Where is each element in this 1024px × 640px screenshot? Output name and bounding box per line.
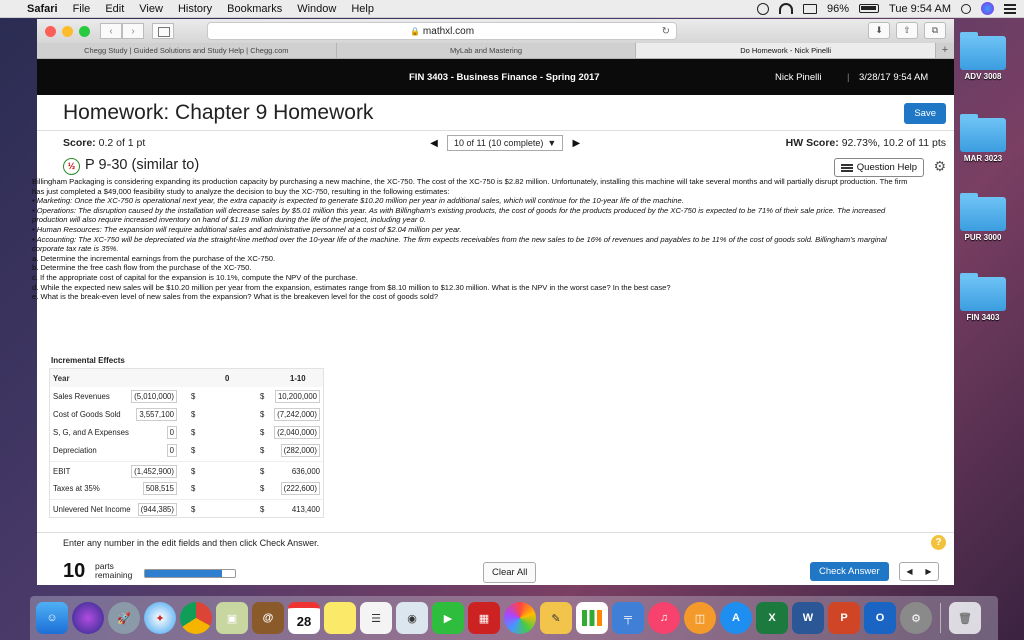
- help-icon[interactable]: ?: [931, 535, 946, 550]
- check-answer-button[interactable]: Check Answer: [810, 562, 889, 581]
- row-label: Depreciation: [53, 446, 97, 455]
- folder-icon: [960, 36, 1006, 70]
- spotlight-icon[interactable]: [961, 4, 971, 14]
- preview-icon[interactable]: ▣: [216, 602, 248, 634]
- folder-label: PUR 3000: [964, 233, 1002, 242]
- folder-icon: [960, 277, 1006, 311]
- dock-separator: [940, 603, 941, 633]
- problem-paragraph: Billingham Packaging is considering expanding its production capacity by purchasing a new machine, the XC-750. The cost of the XC-750 is $2.82 million. Unfortunately, installing this machine will take several months and will partially disrupt production. The firm has just completed a $49,000 feasibility study to analyze the decision to buy the XC-750, resulting in the following estimates:: [32, 177, 908, 196]
- row-label: S, G, and A Expenses: [53, 428, 129, 437]
- url-text: mathxl.com: [422, 25, 475, 37]
- app-menu[interactable]: Safari: [27, 2, 58, 15]
- desktop-folder[interactable]: [958, 277, 1008, 322]
- notification-center-icon[interactable]: [1004, 4, 1016, 14]
- app-store-icon[interactable]: A: [720, 602, 752, 634]
- answer-field[interactable]: 10,200,000: [275, 390, 320, 403]
- itunes-icon[interactable]: ♫: [648, 602, 680, 634]
- score-row: [37, 131, 954, 155]
- dollar-sign: $: [260, 467, 265, 476]
- notes-icon[interactable]: [324, 602, 356, 634]
- list-icon: [841, 164, 853, 172]
- dollar-sign: $: [260, 410, 265, 419]
- year0-header: 0: [225, 374, 230, 383]
- partial-credit-icon: ½: [63, 158, 80, 175]
- problem-bullet: • Human Resources: The expansion will require additional sales and administrative personnel at a cost of $2.04 million per year.: [32, 224, 462, 234]
- course-header: [37, 59, 954, 95]
- answer-field[interactable]: 3,557,100: [136, 408, 177, 421]
- sidebar-toggle-button[interactable]: [152, 23, 174, 39]
- calendar-icon[interactable]: 28: [288, 602, 320, 634]
- finder-icon[interactable]: ☺: [36, 602, 68, 634]
- airplay-icon[interactable]: [803, 4, 817, 14]
- desktop-folder[interactable]: [958, 36, 1008, 81]
- page-title: Homework: Chapter 9 Homework: [63, 100, 374, 124]
- answer-field[interactable]: 508,515: [143, 482, 177, 495]
- instruction-text: Enter any number in the edit fields and then click Check Answer.: [63, 538, 320, 548]
- table-row: [50, 405, 323, 423]
- table-header-row: [50, 369, 323, 387]
- year-header: Year: [53, 374, 70, 383]
- parts-progress-bar: [144, 569, 236, 578]
- question-navigator: [427, 135, 583, 151]
- window-controls: [45, 26, 90, 37]
- table-row: [50, 387, 323, 405]
- progress-fill: [145, 570, 222, 577]
- tab-do-homework[interactable]: Do Homework - Nick Pinelli: [636, 43, 936, 58]
- address-bar[interactable]: [207, 22, 677, 40]
- photo-booth-red-icon[interactable]: ▦: [468, 602, 500, 634]
- answer-field[interactable]: (5,010,000): [131, 390, 177, 403]
- menubar-clock[interactable]: Tue 9:54 AM: [889, 2, 951, 15]
- keynote-icon[interactable]: ✎: [540, 602, 572, 634]
- back-button[interactable]: ‹: [100, 23, 122, 39]
- dollar-sign: $: [191, 392, 196, 401]
- dollar-sign: $: [191, 410, 196, 419]
- dollar-sign: $: [260, 392, 265, 401]
- answer-field[interactable]: (282,000): [281, 444, 320, 457]
- answer-field[interactable]: (222,600): [281, 482, 320, 495]
- dock: [30, 596, 998, 640]
- chevron-down-icon: ▼: [547, 138, 557, 148]
- instruction-row: [37, 532, 954, 552]
- folder-icon: [960, 118, 1006, 152]
- year1-10-header: 1-10: [290, 374, 306, 383]
- keynote-blue-icon[interactable]: ╤: [612, 602, 644, 634]
- tab-bar: [37, 43, 954, 59]
- dollar-sign: $: [191, 446, 196, 455]
- table-row: [50, 499, 323, 517]
- menu-window[interactable]: Window: [297, 2, 337, 15]
- answer-field[interactable]: (944,385): [138, 503, 177, 516]
- siri-dock-icon[interactable]: [72, 602, 104, 634]
- computed-value: 413,400: [291, 505, 320, 514]
- dollar-sign: $: [260, 505, 265, 514]
- clear-all-button[interactable]: Clear All: [483, 562, 536, 583]
- problem-part-a: a. Determine the incremental earnings from the purchase of the XC-750.: [32, 253, 276, 263]
- tab-mylab[interactable]: MyLab and Mastering: [337, 43, 637, 58]
- question-select[interactable]: 10 of 11 (10 complete) ▼: [447, 135, 563, 151]
- safari-icon[interactable]: ✦: [144, 602, 176, 634]
- wifi-icon[interactable]: [779, 3, 793, 14]
- effects-table: [49, 368, 324, 518]
- folder-label: ADV 3008: [964, 72, 1002, 81]
- user-name[interactable]: Nick Pinelli: [775, 71, 822, 83]
- menu-bookmarks[interactable]: Bookmarks: [227, 2, 283, 15]
- battery-icon[interactable]: [859, 4, 879, 13]
- table-row: [50, 479, 323, 497]
- desktop-folder[interactable]: [958, 197, 1008, 242]
- menu-bar: [0, 0, 1024, 18]
- next-question-icon[interactable]: ▶: [572, 137, 581, 149]
- answer-field[interactable]: (2,040,000): [274, 426, 320, 439]
- dollar-sign: $: [191, 484, 196, 493]
- problem-bullet: • Marketing: Once the XC-750 is operational next year, the extra capacity is expected to generate $10.20 million per year in additional sales, which will continue for the 10-year life of the machine.: [32, 196, 684, 206]
- dollar-sign: $: [191, 428, 196, 437]
- share-button[interactable]: ⇧: [896, 22, 918, 39]
- problem-part-b: b. Determine the free cash flow from the purchase of the XC-750.: [32, 263, 252, 273]
- browser-toolbar: [37, 19, 954, 43]
- numbers-icon[interactable]: [576, 602, 608, 634]
- desktop-folder[interactable]: [958, 118, 1008, 163]
- ibooks-icon[interactable]: ◫: [684, 602, 716, 634]
- powerpoint-icon[interactable]: P: [828, 602, 860, 634]
- problem-statement: [32, 177, 912, 302]
- folder-label: MAR 3023: [963, 154, 1003, 163]
- problem-part-e: e. What is the break-even level of new sales from the expansion? What is the breakeven level for the cost of goods sold?: [32, 292, 439, 302]
- lock-icon: 🔒: [409, 26, 420, 36]
- save-button[interactable]: Save: [904, 103, 946, 124]
- folder-icon: [960, 197, 1006, 231]
- folder-label: FIN 3403: [966, 313, 1000, 322]
- next-part-icon[interactable]: ▶: [925, 567, 932, 576]
- effects-title: Incremental Effects: [51, 356, 125, 365]
- reload-icon[interactable]: ↻: [661, 25, 670, 37]
- close-window-button[interactable]: [45, 26, 56, 37]
- minimize-window-button[interactable]: [62, 26, 73, 37]
- forward-button[interactable]: ›: [122, 23, 144, 39]
- answer-field[interactable]: (1,452,900): [131, 465, 177, 478]
- row-label: EBIT: [53, 467, 71, 476]
- menu-history[interactable]: History: [177, 2, 213, 15]
- launchpad-icon[interactable]: 🚀: [108, 602, 140, 634]
- problem-part-c: c. If the appropriate cost of capital for the expansion is 10.1%, compute the NPV of the purchase.: [32, 272, 358, 282]
- dollar-sign: $: [260, 446, 265, 455]
- battery-percent[interactable]: 96%: [827, 2, 850, 15]
- menu-file[interactable]: File: [72, 2, 91, 15]
- parts-label: parts remaining: [95, 561, 133, 580]
- chrome-icon[interactable]: [180, 602, 212, 634]
- previous-question-icon[interactable]: ◀: [430, 137, 438, 149]
- problem-bullet: • Operations: The disruption caused by the installation will decrease sales by $5.01 million this year. As with Billingham's existing products, the cost of goods for the products produced by the XC-750 is expected to be 71% of their sale price. The increased production will also require increased inventory on hand of $1.19 million during the life of the project, including year 0.: [32, 205, 886, 225]
- row-label: Taxes at 35%: [53, 484, 100, 493]
- dollar-sign: $: [260, 428, 265, 437]
- answer-controls: [37, 557, 954, 585]
- row-label: Sales Revenues: [53, 392, 110, 401]
- homework-score: HW Score: 92.73%, 10.2 of 11 pts: [785, 137, 946, 149]
- part-pager: [899, 562, 939, 581]
- incremental-effects: [49, 356, 324, 514]
- answer-field[interactable]: 0: [167, 426, 177, 439]
- header-separator: |: [847, 71, 850, 83]
- answer-field[interactable]: 0: [167, 444, 177, 457]
- tab-overview-button[interactable]: ⧉: [924, 22, 946, 39]
- problem-part-d: d. While the expected new sales will be $10.20 million per year from the expansion, estimates range from $8.10 million to $12.30 million. What is the NPV in the worst case? In the best case?: [32, 282, 671, 292]
- photo-booth-icon[interactable]: ◉: [396, 602, 428, 634]
- problem-title: P 9-30 (similar to): [85, 157, 200, 173]
- previous-part-icon[interactable]: ◀: [906, 567, 913, 576]
- table-row: [50, 423, 323, 441]
- new-tab-button[interactable]: +: [941, 44, 949, 56]
- menu-help[interactable]: Help: [351, 2, 374, 15]
- outlook-icon[interactable]: O: [864, 602, 896, 634]
- row-label: Unlevered Net Income: [53, 505, 131, 514]
- question-score: Score: 0.2 of 1 pt: [63, 137, 146, 149]
- zoom-window-button[interactable]: [79, 26, 90, 37]
- contacts-icon[interactable]: @: [252, 602, 284, 634]
- dollar-sign: $: [191, 505, 196, 514]
- dollar-sign: $: [260, 484, 265, 493]
- question-help-button[interactable]: Question Help: [834, 158, 924, 177]
- gear-icon[interactable]: ⚙: [933, 158, 946, 174]
- excel-icon[interactable]: X: [756, 602, 788, 634]
- answer-field[interactable]: (7,242,000): [274, 408, 320, 421]
- computed-value: 636,000: [291, 467, 320, 476]
- problem-title-row: [37, 155, 954, 179]
- word-icon[interactable]: W: [792, 602, 824, 634]
- menu-edit[interactable]: Edit: [105, 2, 125, 15]
- problem-bullet: • Accounting: The XC-750 will be depreciated via the straight-line method over the 10-year life of the machine. The firm expects receivables from the new sales to be 16% of revenues and payables to be 11% of the cost of goods sold. Billingham's marginal corporate tax rate is 35%.: [32, 234, 887, 254]
- system-preferences-icon[interactable]: ⚙: [900, 602, 932, 634]
- reminders-icon[interactable]: ☰: [360, 602, 392, 634]
- course-title: FIN 3403 - Business Finance - Spring 2017: [409, 71, 600, 83]
- time-machine-icon[interactable]: [757, 3, 769, 15]
- siri-icon[interactable]: [981, 2, 994, 15]
- trash-icon[interactable]: 🗑: [949, 602, 981, 634]
- photos-icon[interactable]: [504, 602, 536, 634]
- downloads-button[interactable]: ⬇: [868, 22, 890, 39]
- table-row: [50, 461, 323, 479]
- tab-chegg[interactable]: Chegg Study | Guided Solutions and Study Help | Chegg.com: [37, 43, 337, 58]
- parts-count: 10: [63, 560, 86, 582]
- homework-header: [37, 95, 954, 131]
- header-datetime: 3/28/17 9:54 AM: [859, 71, 929, 83]
- row-label: Cost of Goods Sold: [53, 410, 121, 419]
- menu-view[interactable]: View: [139, 2, 163, 15]
- table-row: [50, 441, 323, 459]
- facetime-icon[interactable]: ▶: [432, 602, 464, 634]
- dollar-sign: $: [191, 467, 196, 476]
